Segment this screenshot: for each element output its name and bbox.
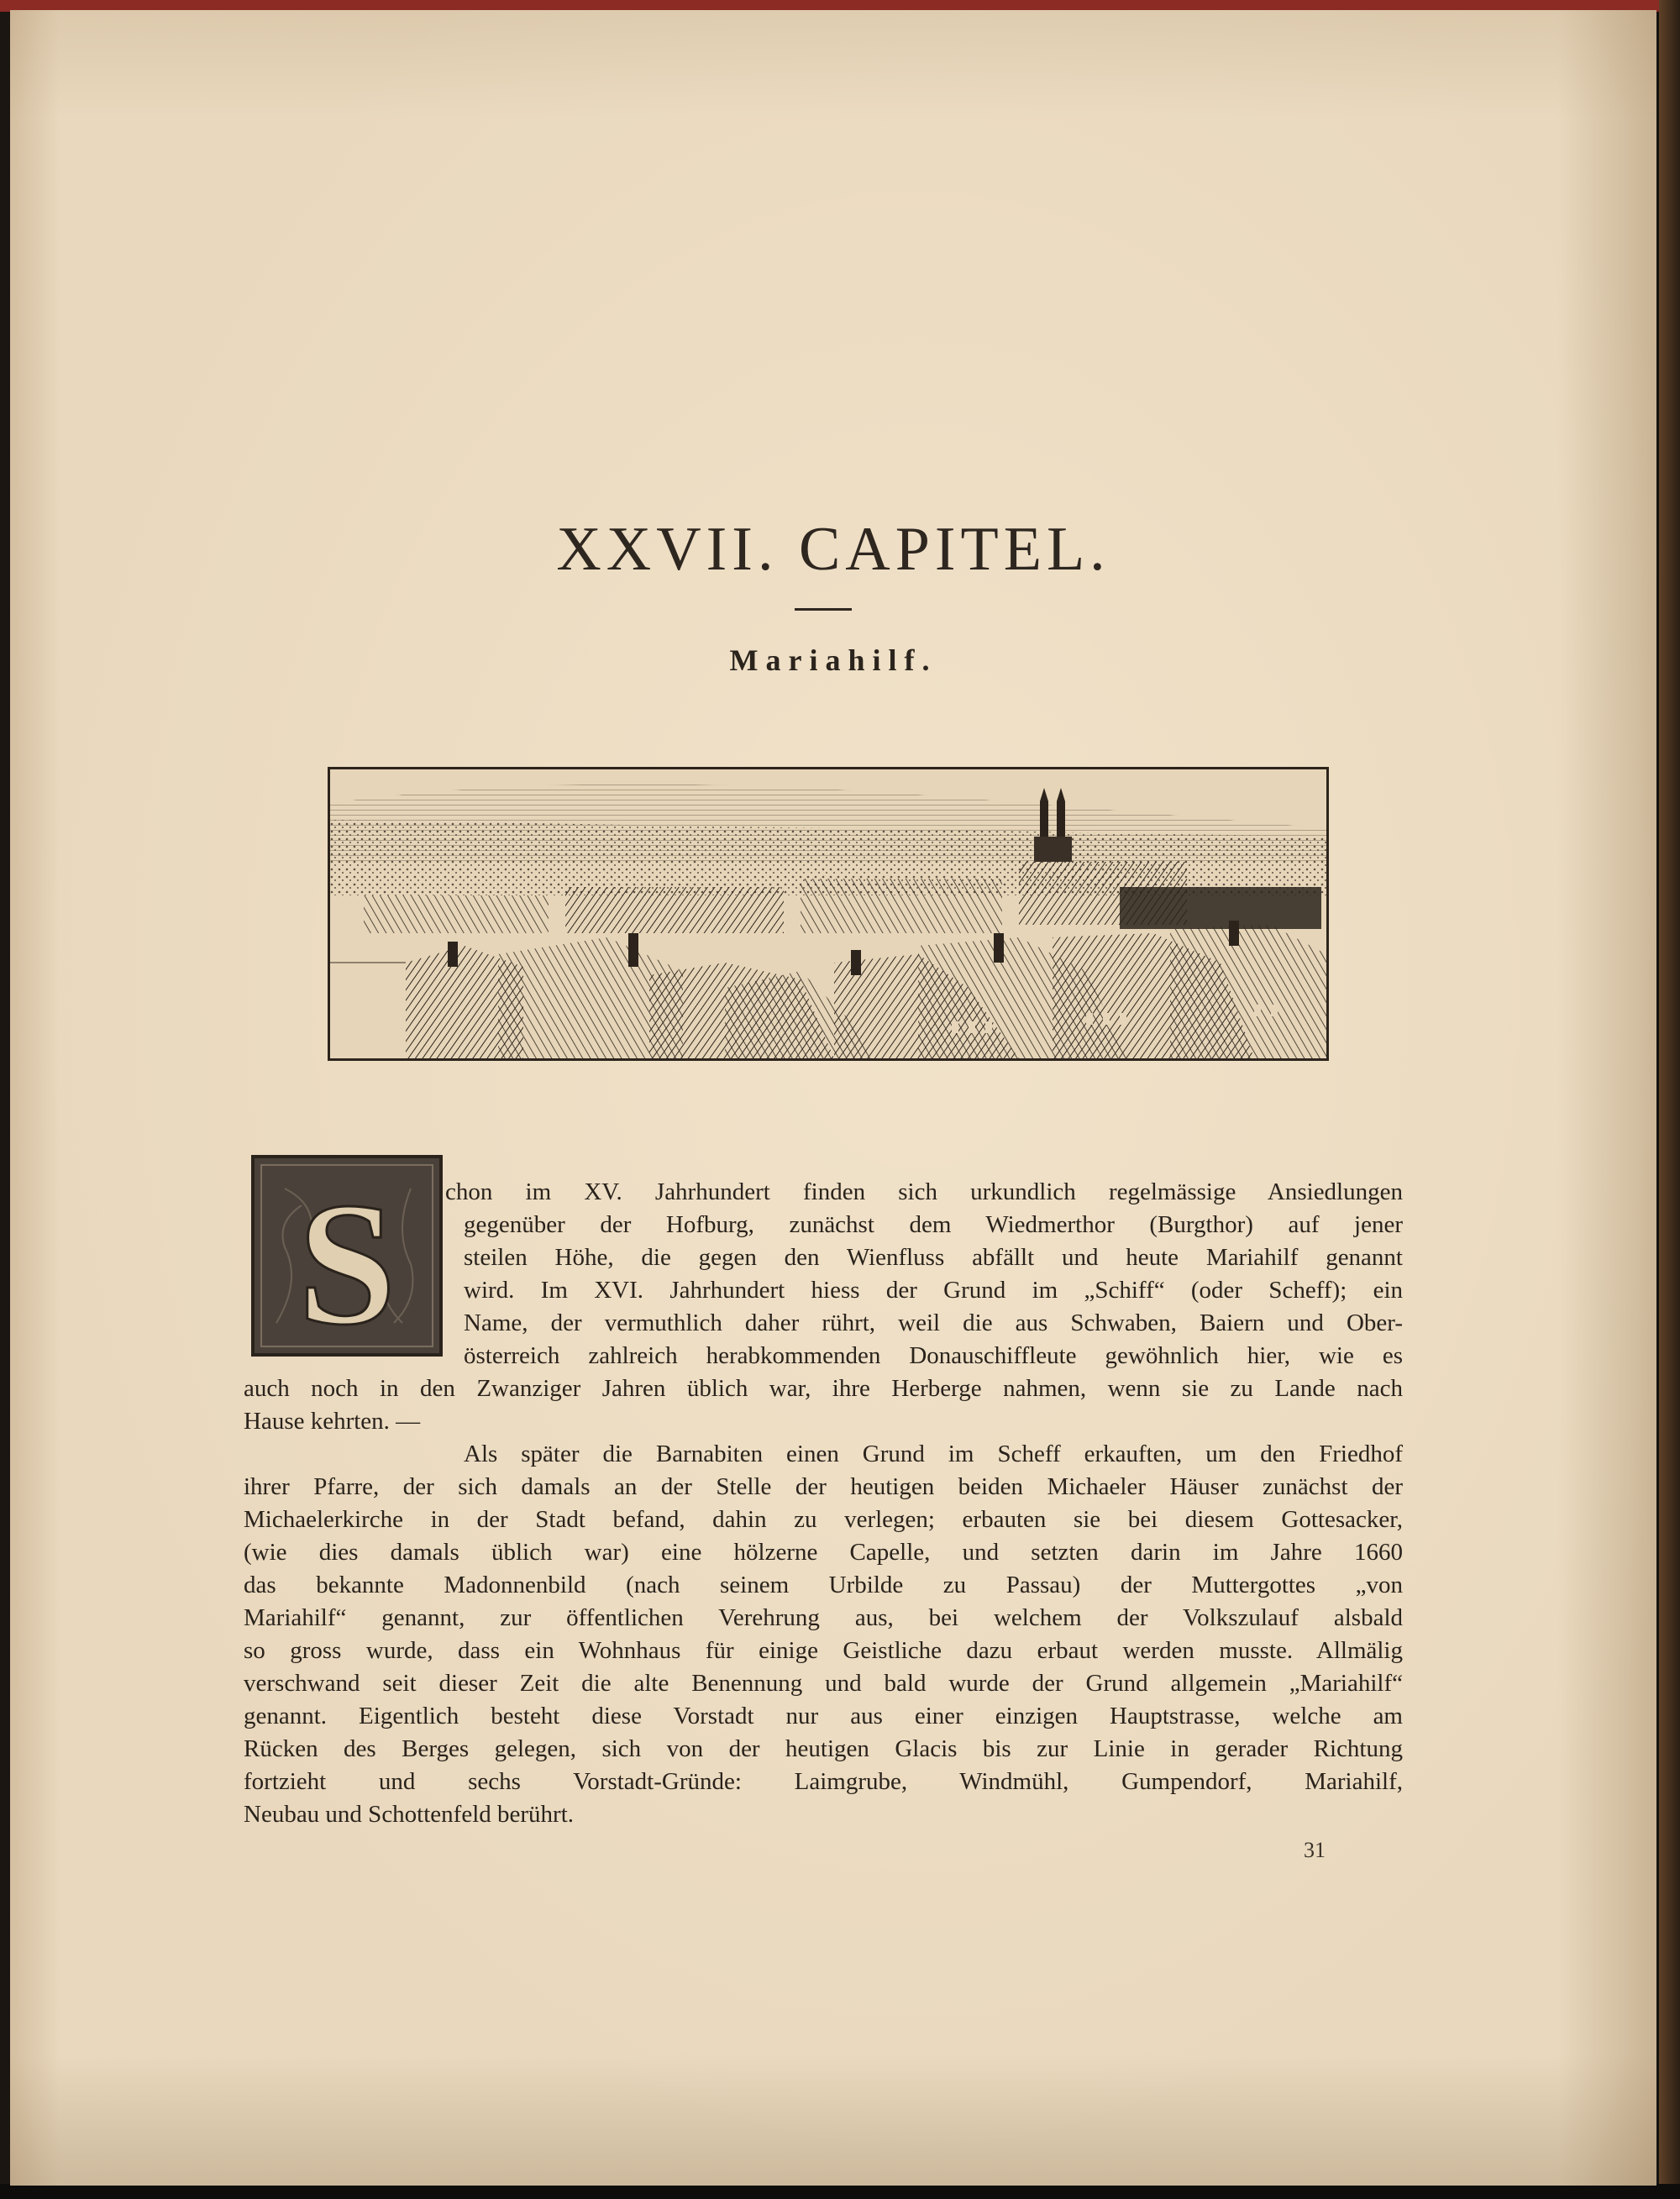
para2-line4: (wie dies damals üblich war) eine hölzerne Capelle, und setzten darin im Jahre 1660 bbox=[244, 1539, 1403, 1566]
initial-letter: S bbox=[297, 1167, 396, 1357]
para2-line6: Mariahilf“ genannt, zur öffentlichen Verehrung aus, bei welchem der Volkszulauf alsbald bbox=[244, 1604, 1403, 1631]
para2-line8: verschwand seit dieser Zeit die alte Benennung und bald wurde der Grund allgemein „Mariahilf“ bbox=[244, 1670, 1403, 1697]
book-spine bbox=[1659, 0, 1680, 2199]
para1-line5: Name, der vermuthlich daher rührt, weil die aus Schwaben, Baiern und Ober- bbox=[464, 1309, 1403, 1336]
para2-line2: ihrer Pfarre, der sich damals an der Stelle der heutigen beiden Michaeler Häuser zunächst der bbox=[244, 1473, 1403, 1500]
para2-line3: Michaelerkirche in der Stadt befand, dahin zu verlegen; erbauten sie bei diesem Gottesacker, bbox=[244, 1506, 1403, 1533]
para1-line2: gegenüber der Hofburg, zunächst dem Wiedmerthor (Burgthor) auf jener bbox=[464, 1211, 1403, 1238]
para1-line3: steilen Höhe, die gegen den Wienfluss abfällt und heute Mariahilf genannt bbox=[464, 1244, 1403, 1271]
city-view-engraving bbox=[328, 767, 1329, 1061]
chapter-subtitle: Mariahilf. bbox=[729, 643, 937, 677]
title-divider bbox=[795, 608, 852, 611]
para1-line8: Hause kehrten. — bbox=[244, 1408, 421, 1435]
body-text bbox=[244, 1176, 1403, 1831]
para2-line10: Rücken des Berges gelegen, sich von der heutigen Glacis bis zur Linie in gerader Richtung bbox=[244, 1735, 1403, 1762]
para2-line12: Neubau und Schottenfeld berührt. bbox=[244, 1801, 575, 1828]
para2-line9: genannt. Eigentlich besteht diese Vorstadt nur aus einer einzigen Hauptstrasse, welche am bbox=[244, 1703, 1403, 1729]
para2-line1: Als später die Barnabiten einen Grund im Scheff erkauften, um den Friedhof bbox=[464, 1441, 1403, 1467]
para1-line4: wird. Im XVI. Jahrhundert hiess der Grund im „Schiff“ (oder Scheff); ein bbox=[464, 1277, 1403, 1304]
book-page bbox=[10, 10, 1656, 2186]
chapter-title: XXVII. CAPITEL. bbox=[556, 515, 1110, 584]
para1-line7: auch noch in den Zwanziger Jahren üblich war, ihre Herberge nahmen, wenn sie zu Lande nach bbox=[244, 1375, 1403, 1402]
page-number: 31 bbox=[1304, 1838, 1326, 1862]
para2-line5: das bekannte Madonnenbild (nach seinem Urbilde zu Passau) der Muttergottes „von bbox=[244, 1572, 1403, 1598]
para2-line7: so gross wurde, dass ein Wohnhaus für einige Geistliche dazu erbaut werden musste. Allmälig bbox=[244, 1637, 1403, 1664]
para1-line6: österreich zahlreich herabkommenden Donauschiffleute gewöhnlich hier, wie es bbox=[464, 1342, 1403, 1369]
para1-line1: chon im XV. Jahrhundert finden sich urkundlich regelmässige Ansiedlungen bbox=[445, 1178, 1403, 1205]
scan-bottom-edge bbox=[0, 2184, 1680, 2199]
para2-line11: fortzieht und sechs Vorstadt-Gründe: Laimgrube, Windmühl, Gumpendorf, Mariahilf, bbox=[244, 1768, 1403, 1795]
